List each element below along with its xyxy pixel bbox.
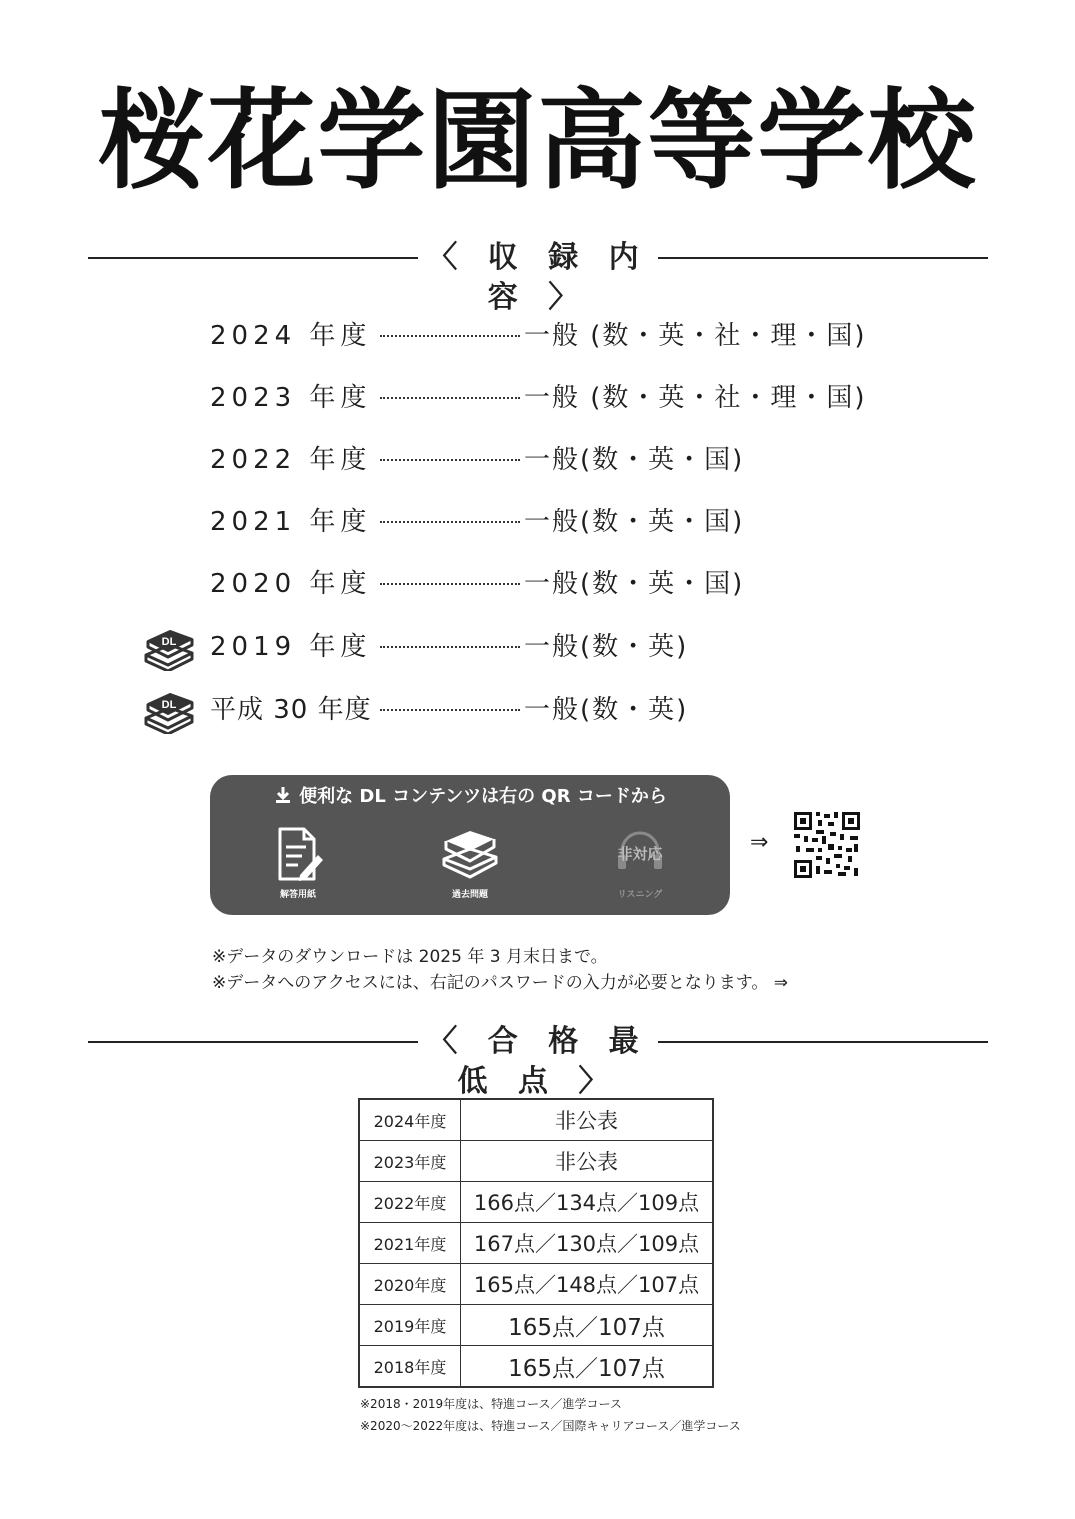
contents-subjects: 一般(数・英・国) bbox=[524, 569, 745, 599]
score-value: 非公表 bbox=[461, 1099, 714, 1141]
download-box-title-text: 便利な DL コンテンツは右の QR コードから bbox=[299, 786, 667, 807]
leader-dots bbox=[380, 709, 520, 711]
table-row bbox=[359, 1182, 713, 1223]
table-row bbox=[359, 1346, 713, 1388]
table-row bbox=[359, 1099, 713, 1141]
heading-rule-left bbox=[88, 1041, 418, 1043]
dl-item-answer-sheet bbox=[238, 825, 358, 911]
score-value: 165点／107点 bbox=[461, 1305, 714, 1346]
dl-badge-text: DL bbox=[161, 699, 177, 711]
leader-dots bbox=[380, 583, 520, 585]
book-stack-icon bbox=[438, 825, 502, 883]
contents-subjects: 一般 (数・英・社・理・国) bbox=[524, 383, 867, 413]
footnote-2018-2019: ※2018・2019年度は、特進コース／進学コース bbox=[360, 1397, 622, 1411]
score-value: 167点／130点／109点 bbox=[461, 1223, 714, 1264]
contents-row bbox=[210, 376, 890, 420]
heading-rule-right bbox=[658, 257, 988, 259]
contents-heading-label: 〈 収 録 内 容 〉 bbox=[427, 240, 649, 315]
contents-row bbox=[210, 438, 890, 482]
heading-rule-right bbox=[658, 1041, 988, 1043]
score-value: 166点／134点／109点 bbox=[461, 1182, 714, 1223]
contents-row bbox=[210, 314, 890, 358]
leader-dots bbox=[380, 397, 520, 399]
contents-year: 2023 年度 bbox=[210, 383, 372, 413]
dl-item-caption: リスニング bbox=[617, 890, 663, 900]
table-row bbox=[359, 1141, 713, 1182]
scores-heading bbox=[88, 1022, 988, 1099]
contents-row bbox=[210, 562, 890, 606]
table-row bbox=[359, 1264, 713, 1305]
contents-year: 2024 年度 bbox=[210, 321, 372, 351]
score-year: 2023年度 bbox=[359, 1141, 461, 1182]
contents-heading bbox=[88, 238, 988, 315]
dl-book-icon bbox=[140, 625, 198, 671]
contents-row bbox=[210, 500, 890, 544]
qr-arrow: ⇒ bbox=[750, 830, 769, 855]
dl-item-listening bbox=[580, 825, 700, 911]
school-title: 桜花学園高等学校 bbox=[97, 79, 978, 204]
password-note: ※データへのアクセスには、右記のパスワードの入力が必要となります。 ⇒ bbox=[212, 973, 789, 993]
score-year: 2022年度 bbox=[359, 1182, 461, 1223]
scores-heading-label: 〈 合 格 最 低 点 〉 bbox=[427, 1024, 649, 1099]
contents-subjects: 一般(数・英) bbox=[524, 632, 689, 662]
passing-scores-table bbox=[358, 1098, 714, 1388]
answer-sheet-icon bbox=[270, 825, 326, 883]
download-icon bbox=[273, 785, 293, 805]
leader-dots bbox=[380, 459, 520, 461]
score-value: 非公表 bbox=[461, 1141, 714, 1182]
download-box-title bbox=[210, 783, 730, 811]
download-deadline-note: ※データのダウンロードは 2025 年 3 月末日まで。 bbox=[212, 947, 608, 967]
table-row bbox=[359, 1305, 713, 1346]
score-year: 2021年度 bbox=[359, 1223, 461, 1264]
contents-year: 2022 年度 bbox=[210, 445, 372, 475]
score-value: 165点／148点／107点 bbox=[461, 1264, 714, 1305]
contents-subjects: 一般(数・英・国) bbox=[524, 445, 745, 475]
contents-year: 2020 年度 bbox=[210, 569, 372, 599]
contents-subjects: 一般(数・英・国) bbox=[524, 507, 745, 537]
dl-item-caption: 解答用紙 bbox=[279, 890, 316, 900]
contents-year: 2021 年度 bbox=[210, 507, 372, 537]
download-content-box bbox=[210, 775, 730, 915]
contents-row bbox=[161, 688, 890, 732]
contents-subjects: 一般 (数・英・社・理・国) bbox=[524, 321, 867, 351]
footnote-2020-2022: ※2020～2022年度は、特進コース／国際キャリアコース／進学コース bbox=[360, 1419, 741, 1433]
unsupported-badge: 非対応 bbox=[617, 845, 663, 863]
contents-subjects: 一般(数・英) bbox=[524, 695, 689, 725]
qr-code[interactable] bbox=[792, 810, 862, 880]
table-row bbox=[359, 1223, 713, 1264]
contents-year: 平成 30 年度 bbox=[210, 695, 372, 725]
leader-dots bbox=[380, 335, 520, 337]
listening-icon bbox=[608, 825, 672, 883]
dl-item-past-papers bbox=[410, 825, 530, 911]
score-year: 2024年度 bbox=[359, 1099, 461, 1141]
dl-item-caption: 過去問題 bbox=[451, 890, 488, 900]
score-year: 2020年度 bbox=[359, 1264, 461, 1305]
dl-book-icon bbox=[140, 688, 198, 734]
contents-row bbox=[161, 625, 890, 669]
heading-rule-left bbox=[88, 257, 418, 259]
leader-dots bbox=[380, 521, 520, 523]
score-year: 2019年度 bbox=[359, 1305, 461, 1346]
score-year: 2018年度 bbox=[359, 1346, 461, 1388]
contents-year: 2019 年度 bbox=[210, 632, 372, 662]
score-value: 165点／107点 bbox=[461, 1346, 714, 1388]
dl-badge-text: DL bbox=[161, 636, 177, 648]
leader-dots bbox=[380, 646, 520, 648]
